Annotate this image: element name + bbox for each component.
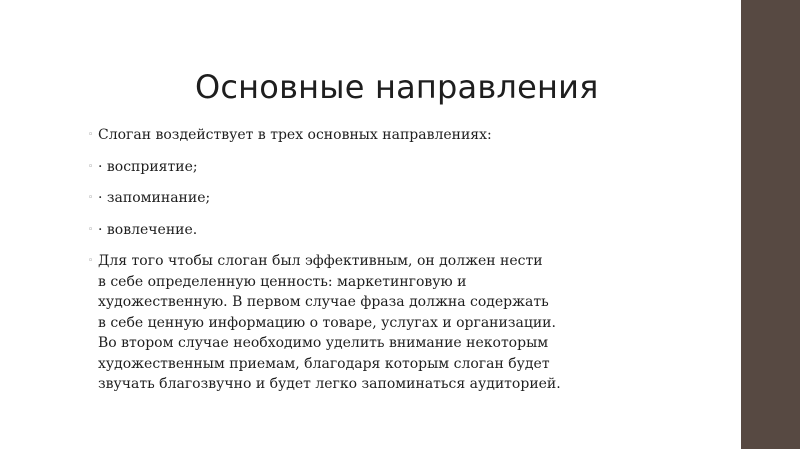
paragraph-line: звучать благозвучно и будет легко запоминаться аудиторией. xyxy=(98,376,561,392)
bullet-text: · восприятие; xyxy=(98,158,198,175)
bullet-item xyxy=(88,157,648,178)
bullet-marker-icon: ◦ xyxy=(88,224,94,235)
paragraph-line: художественным приемам, благодаря которым слоган будет xyxy=(98,355,550,372)
paragraph-line: Для того чтобы слоган был эффективным, он должен нести xyxy=(98,253,543,269)
paragraph-line: Во втором случае необходимо уделить внимание некоторым xyxy=(98,335,549,351)
bullet-marker-icon: ◦ xyxy=(88,256,94,266)
bullet-paragraph xyxy=(88,251,648,395)
slide-title: Основные направления xyxy=(195,68,599,106)
paragraph-line: в себе ценную информацию о товаре, услугах и организации. xyxy=(98,314,556,331)
paragraph-line: художественную. В первом случае фраза должна содержать xyxy=(98,294,549,310)
bullet-item xyxy=(88,125,648,146)
bullet-marker-icon: ◦ xyxy=(88,161,94,172)
bullet-list xyxy=(88,125,648,395)
bullet-item xyxy=(88,188,648,209)
bullet-marker-icon: ◦ xyxy=(88,193,94,203)
bullet-marker-icon: ◦ xyxy=(88,130,94,140)
bullet-item xyxy=(88,220,648,241)
paragraph-line: в себе определенную ценность: маркетинговую и xyxy=(98,273,467,290)
bullet-text: · запоминание; xyxy=(98,190,211,206)
bullet-text: · вовлечение. xyxy=(98,221,198,238)
bullet-text: Слоган воздействует в трех основных направлениях: xyxy=(98,127,492,143)
decorative-side-bar xyxy=(741,0,800,449)
